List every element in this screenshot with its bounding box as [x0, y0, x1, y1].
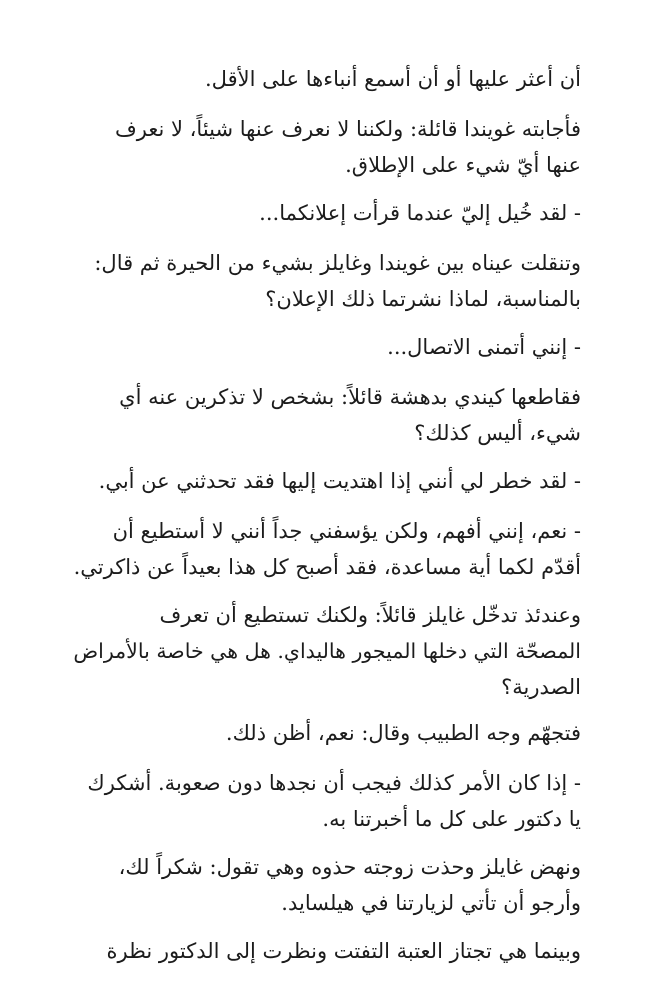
text-line: - لقد خطر لي أنني إذا اهتديت إليها فقد تحدثني عن أبي. [98, 469, 581, 493]
paragraph [69, 513, 581, 585]
paragraph [69, 61, 581, 97]
text-line: يا دكتور على كل ما أخبرتنا به. [322, 807, 581, 831]
paragraph [69, 765, 581, 837]
text-line: أن أعثر عليها أو أن أسمع أنباءها على الأقل. [204, 67, 581, 91]
text-line: فأجابته غويندا قائلة: ولكننا لا نعرف عنها شيئاً، لا نعرف [115, 117, 581, 141]
text-line: ونهض غايلز وحذت زوجته حذوه وهي تقول: شكراً لك، [118, 855, 581, 879]
text-line: شيء، أليس كذلك؟ [414, 421, 581, 445]
text-line: عنها أيّ شيء على الإطلاق. [345, 153, 581, 177]
text-line: الصدرية؟ [501, 675, 581, 699]
paragraph [69, 111, 581, 183]
text-line: بالمناسبة، لماذا نشرتما ذلك الإعلان؟ [265, 287, 581, 311]
text-line: - نعم، إنني أفهم، ولكن يؤسفني جداً أنني لا أستطيع أن [112, 519, 581, 543]
text-line: وتنقلت عيناه بين غويندا وغايلز بشيء من الحيرة ثم قال: [94, 251, 581, 275]
paragraph [69, 597, 581, 705]
paragraph [69, 195, 581, 231]
text-line: وعندئذ تدخّل غايلز قائلاً: ولكنك تستطيع أن تعرف [159, 603, 581, 627]
text-line: فتجهّم وجه الطبيب وقال: نعم، أظن ذلك. [225, 721, 581, 745]
text-line: - إنني أتمنى الاتصال... [387, 335, 581, 359]
paragraph [69, 379, 581, 451]
text-line: - إذا كان الأمر كذلك فيجب أن نجدها دون صعوبة. أشكرك [87, 771, 581, 795]
text-line: وأرجو أن تأتي لزيارتنا في هيلسايد. [281, 891, 581, 915]
paragraph [69, 715, 581, 751]
paragraph [69, 849, 581, 921]
text-line: - لقد خُيل إليّ عندما قرأت إعلانكما... [259, 201, 581, 225]
text-line: فقاطعها كيندي بدهشة قائلاً: بشخص لا تذكرين عنه أي [119, 385, 581, 409]
paragraph [69, 329, 581, 365]
paragraph [69, 245, 581, 317]
paragraph [69, 933, 581, 969]
text-line: المصحّة التي دخلها الميجور هاليداي. هل هي خاصة بالأمراض [73, 639, 581, 663]
paragraph [69, 463, 581, 499]
text-line: أقدّم لكما أية مساعدة، فقد أصبح كل هذا بعيداً عن ذاكرتي. [73, 555, 581, 579]
text-line: وبينما هي تجتاز العتبة التفتت ونظرت إلى الدكتور نظرة [106, 939, 581, 963]
